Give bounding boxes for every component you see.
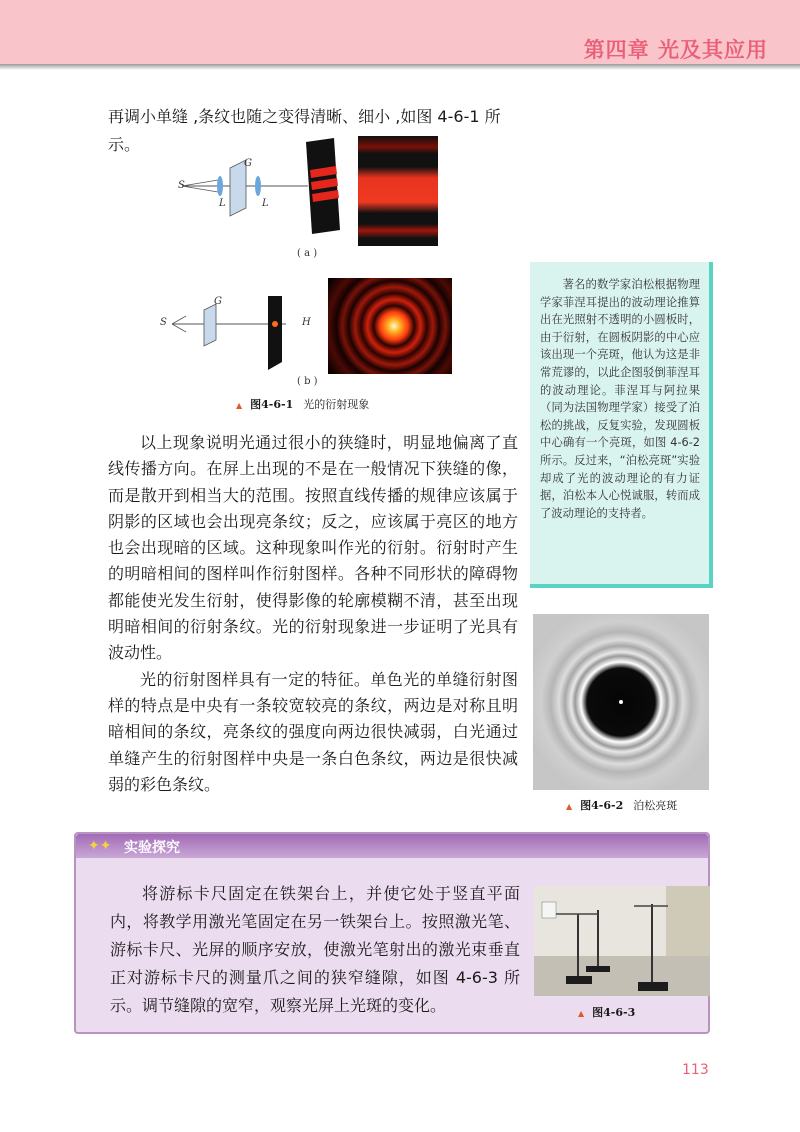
experiment-title: 实验探究 <box>124 840 180 856</box>
caption-462-text: 泊松亮斑 <box>633 799 678 812</box>
body-paragraph-1: 以上现象说明光通过很小的狭缝时，明显地偏离了直线传播方向。在屏上出现的不是在一般情况下狭缝的像，而是散开到相当大的范围。按照直线传播的规律应该属于阴影的区域也会出现亮条纹；反之，应该属于亮区的地方也会出现暗的区域。这种现象叫作光的衍射。衍射时产生的明暗相间的图样叫作衍射图样。各种不同形状的障碍物都能使光发生衍射，使得影像的轮廓模糊不清，甚至出现明暗相间的衍射条纹。光的衍射现象进一步证明了光具有波动性。 <box>108 433 518 663</box>
sub-b: ( b ) <box>297 376 318 387</box>
label-l2: L <box>262 198 269 209</box>
label-g-b: G <box>214 296 222 307</box>
caption-463 <box>578 1004 635 1020</box>
side-note-box <box>530 262 713 588</box>
triangle-icon: ▲ <box>566 802 573 811</box>
experiment-header <box>76 834 708 858</box>
sparkle-icon: ✦✦ <box>88 838 112 854</box>
lab-setup-photo <box>534 886 710 996</box>
circular-diffraction-pattern <box>328 278 452 374</box>
caption-463-num: 图4-6-3 <box>592 1006 636 1019</box>
label-g: G <box>244 158 252 169</box>
sub-a: ( a ) <box>297 248 318 259</box>
body-paragraph-2: 光的衍射图样具有一定的特征。单色光的单缝衍射图样的特点是中央有一条较宽较亮的条纹，两边是对称且明暗相间的条纹，亮条纹的强度向两边很快减弱，白光通过单缝产生的衍射图样中央是一条白色条纹，两边是很快减弱的彩色条纹。 <box>108 669 518 794</box>
caption-461 <box>236 396 369 412</box>
poisson-spot-image <box>533 614 709 790</box>
side-note-text: 著名的数学家泊松根据物理学家菲涅耳提出的波动理论推算出在光照射不透明的小圆板时，由于衍射，在圆板阴影的中心应该出现一个亮斑，他认为这是非常荒谬的，以此企图驳倒菲涅耳的波动理论。菲涅耳与阿拉果（同为法国物理学家）接受了泊松的挑战，反复实验，发现圆板中心确有一个亮斑，如图 4-6-2 所示。反过来，“泊松亮斑”实验却成了光的波动理论的有力证据，泊松本人心悦诚服，转而成了波动理论的支持者。 <box>540 278 700 520</box>
caption-462-num: 图4-6-2 <box>580 799 624 812</box>
label-l1: L <box>219 198 226 209</box>
slit-screen <box>306 138 340 234</box>
caption-461-num: 图4-6-1 <box>250 398 294 411</box>
triangle-icon: ▲ <box>236 401 243 410</box>
single-slit-pattern <box>358 136 438 246</box>
page-number: 113 <box>682 1062 709 1078</box>
fig-461a-diagram <box>172 150 312 230</box>
lead-paragraph: 再调小单缝 ,条纹也随之变得清晰、细小 ,如图 4-6-1 所示。 <box>108 107 501 154</box>
caption-461-text: 光的衍射现象 <box>303 398 370 411</box>
fig-461b-diagram <box>160 296 320 370</box>
caption-462 <box>566 797 677 813</box>
label-s-b: S <box>160 317 167 328</box>
experiment-box <box>74 832 710 1034</box>
body-text <box>108 430 518 798</box>
label-s: S <box>178 180 185 191</box>
header-shadow <box>0 64 800 70</box>
experiment-text: 将游标卡尺固定在铁架台上，并使它处于竖直平面内，将教学用激光笔固定在另一铁架台上。按照激光笔、游标卡尺、光屏的顺序安放，使激光笔射出的激光束垂直正对游标卡尺的测量爪之间的狭窄缝隙，如图 4-6-3 所示。调节缝隙的宽窄，观察光屏上光斑的变化。 <box>110 884 520 1015</box>
label-h: H <box>302 317 311 328</box>
chapter-title: 第四章 光及其应用 <box>583 38 768 62</box>
triangle-icon: ▲ <box>578 1009 585 1018</box>
